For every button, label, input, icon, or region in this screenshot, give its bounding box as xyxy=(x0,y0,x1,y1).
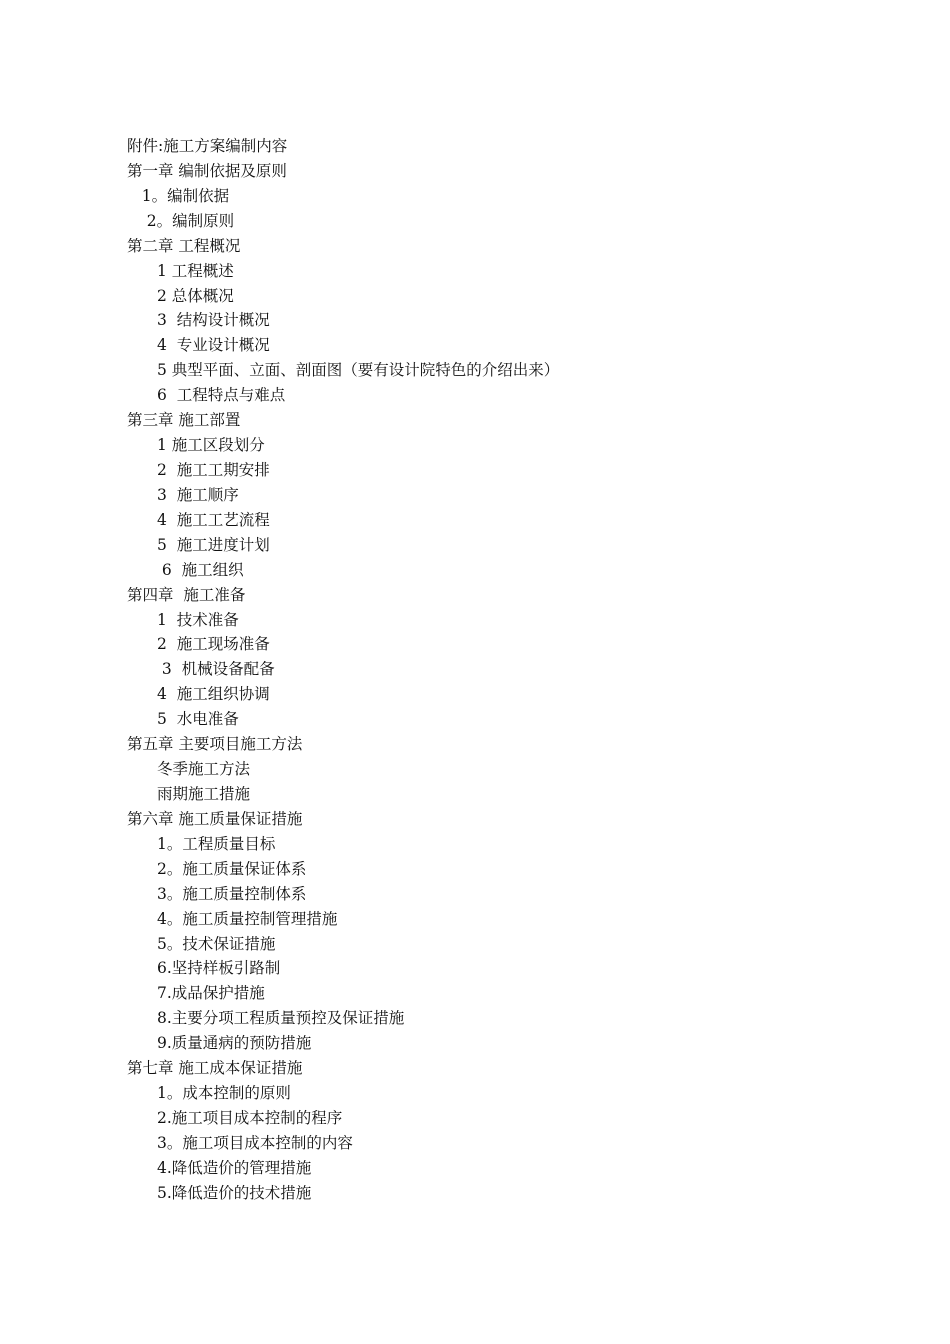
section-item: 6 施工组织 xyxy=(157,560,244,579)
section-item: 3 施工顺序 xyxy=(157,485,239,504)
document-title: 附件:施工方案编制内容 xyxy=(127,137,288,155)
section-item: 冬季施工方法 xyxy=(157,760,251,779)
section-item: 4.降低造价的管理措施 xyxy=(157,1158,312,1177)
section-item: 3 机械设备配备 xyxy=(157,660,275,679)
chapter-heading: 第七章 施工成本保证措施 xyxy=(127,1059,303,1078)
chapter-heading: 第五章 主要项目施工方法 xyxy=(127,735,303,754)
section-item: 4 施工工艺流程 xyxy=(157,510,270,529)
section-item: 2。编制原则 xyxy=(127,211,235,230)
section-item: 2。施工质量保证体系 xyxy=(157,859,307,878)
section-item: 1。编制依据 xyxy=(127,186,230,205)
section-item: 5.降低造价的技术措施 xyxy=(157,1183,312,1202)
section-item: 4。施工质量控制管理措施 xyxy=(157,909,338,928)
section-item: 4 专业设计概况 xyxy=(157,336,270,355)
section-item: 1。工程质量目标 xyxy=(157,834,276,853)
chapter-heading: 第六章 施工质量保证措施 xyxy=(127,809,303,828)
section-item: 3。施工项目成本控制的内容 xyxy=(157,1133,353,1152)
section-item: 5 水电准备 xyxy=(157,710,239,729)
section-item: 7.成品保护措施 xyxy=(157,984,265,1003)
section-item: 雨期施工措施 xyxy=(157,784,251,803)
section-item: 2 总体概况 xyxy=(157,286,234,305)
chapter-heading: 第三章 施工部置 xyxy=(127,411,241,430)
section-item: 1 技术准备 xyxy=(157,610,239,629)
section-item: 9.质量通病的预防措施 xyxy=(157,1034,312,1053)
section-item: 1 工程概述 xyxy=(157,261,234,280)
section-item: 3。施工质量控制体系 xyxy=(157,884,307,903)
chapter-heading: 第二章 工程概况 xyxy=(127,236,241,255)
section-item: 6 工程特点与难点 xyxy=(157,386,286,405)
section-item: 8.主要分项工程质量预控及保证措施 xyxy=(157,1009,405,1028)
section-item: 4 施工组织协调 xyxy=(157,685,270,704)
section-item: 5。技术保证措施 xyxy=(157,934,276,953)
section-item: 6.坚持样板引路制 xyxy=(157,959,281,978)
section-item: 5 施工进度计划 xyxy=(157,535,270,554)
section-item: 2 施工工期安排 xyxy=(157,460,270,479)
section-item: 2.施工项目成本控制的程序 xyxy=(157,1108,343,1127)
section-item: 2 施工现场准备 xyxy=(157,635,270,654)
chapter-heading: 第四章 施工准备 xyxy=(127,585,246,604)
section-item: 5 典型平面、立面、剖面图（要有设计院特色的介绍出来） xyxy=(157,361,560,380)
document-body xyxy=(0,134,950,1206)
chapter-heading: 第一章 编制依据及原则 xyxy=(127,161,287,180)
section-item: 1。成本控制的原则 xyxy=(157,1084,291,1103)
section-item: 3 结构设计概况 xyxy=(157,311,270,330)
section-item: 1 施工区段划分 xyxy=(157,436,265,455)
